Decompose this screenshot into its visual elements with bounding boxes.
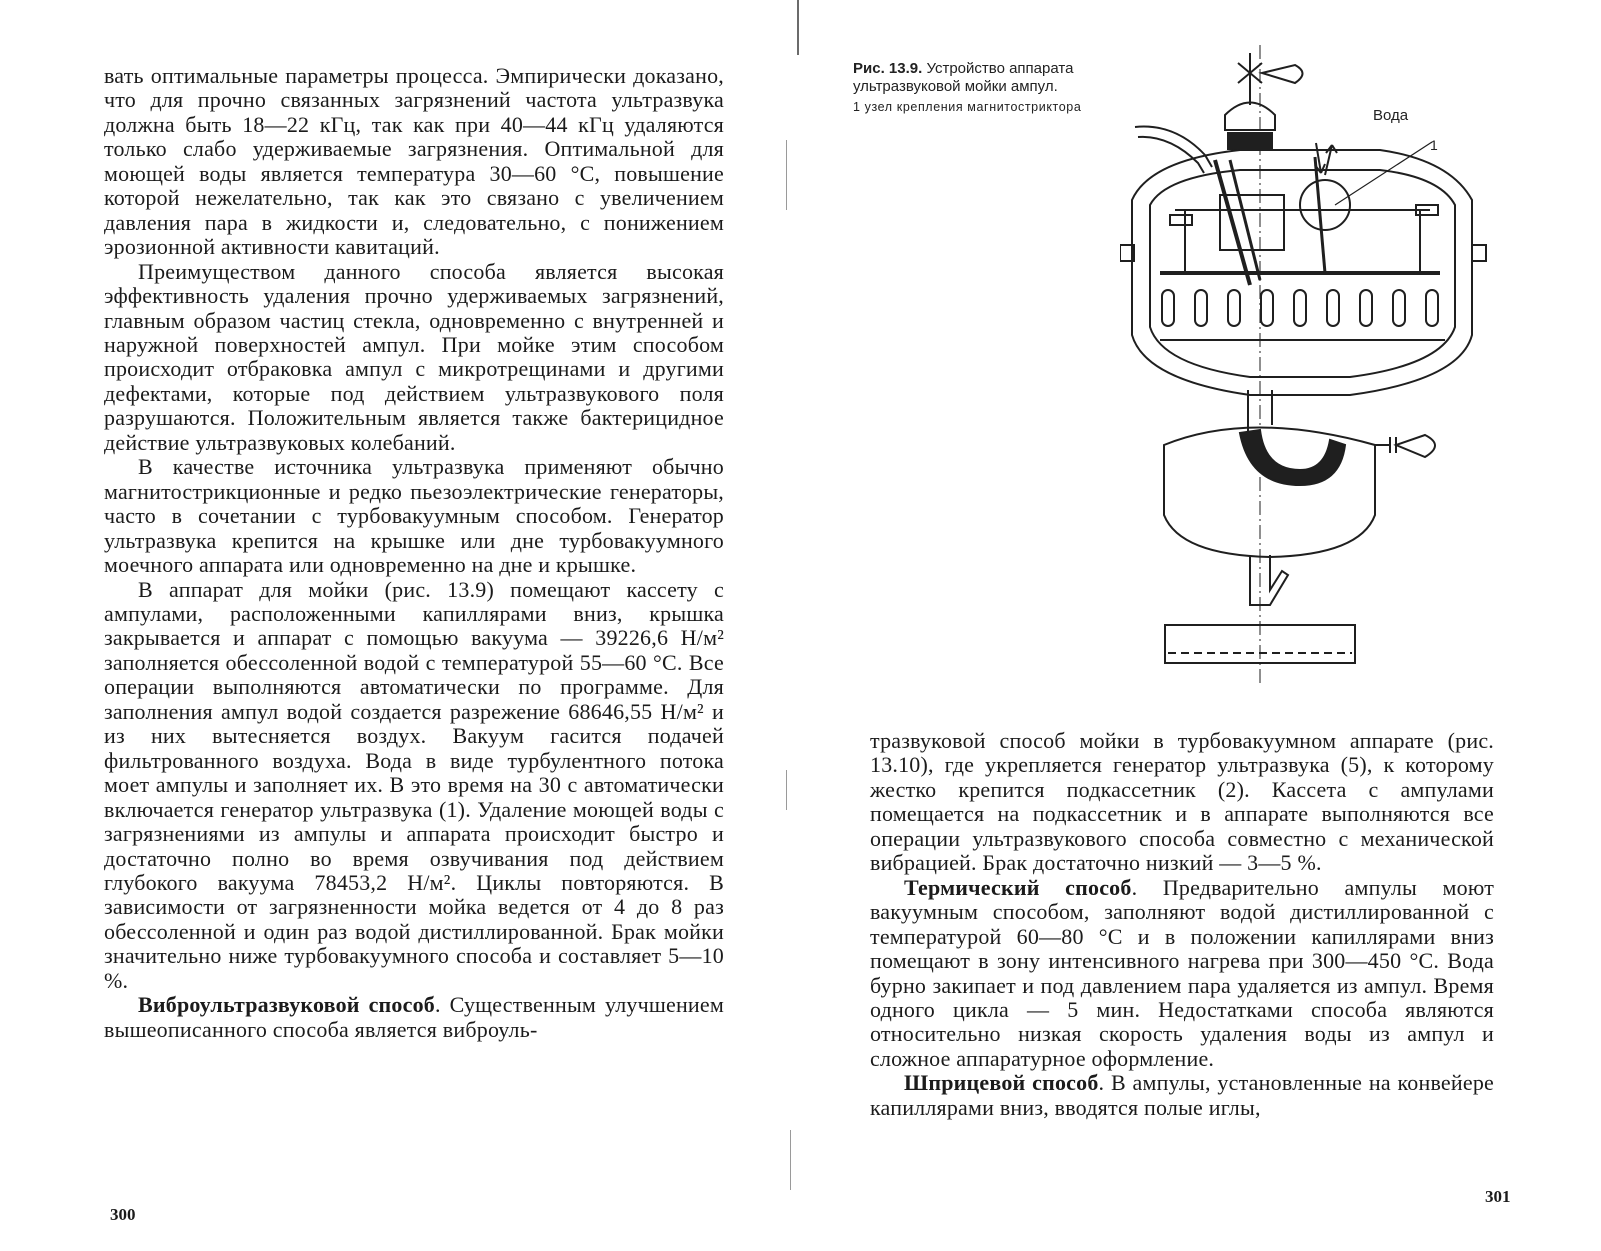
figure-legend: 1 узел крепления магнитострикторa <box>853 100 1082 114</box>
figure-caption <box>853 60 1093 115</box>
water-label: Вода <box>1373 107 1409 124</box>
valve-handle-bottom <box>1396 435 1435 457</box>
scan-mark <box>790 1130 791 1190</box>
paragraph-text: В аппарат для мойки (рис. 13.9) помещают кассету с ампулами, расположенными капиллярами вниз, крышка закрывается и аппарат с помощью вакуума — 39226,6 Н/м² заполняется обессоленной водой с температурой 55—60 °С. Все операции выполняются автоматически по программе. Для заполнения ампул водой создается разрежение 68646,55 Н/м² и из них вытесняется воздух. Вакуум гасится подачей фильтрованного воздуха. Вода в виде турбулентного потока моет ампулы и заполняет их. В это время на 30 с автоматически включается генератор ультразвука (1). Удаление моющей воды с загрязнениями из ампулы и аппарата происходит быстро и достаточно полно во время озвучивания под действием глубокого вакуума 78453,2 Н/м². Циклы повторяются. В зависимости от загрязненности мойка ведется от 4 до 8 раз обессоленной и один раз водой дистиллированной. Брак мойки значительно ниже турбовакуумного способа и составляет 5—10 %. <box>104 576 724 993</box>
gutter-line <box>797 0 799 55</box>
paragraph <box>104 64 724 260</box>
paragraph-text: В качестве источника ультразвука применяют обычно магнитострикционные и редко пьезоэлектрические генераторы, часто в сочетании с турбовакуумным способом. Генератор ультразвука крепится на крышке или дне турбовакуумного моечного аппарата или одновременно на дне и крышке. <box>104 454 724 578</box>
paragraph-text: . Существенным улучшением вышеописанного способа является виброуль- <box>104 992 724 1042</box>
generator-housing <box>1220 195 1284 250</box>
hose-left-2 <box>1138 137 1204 173</box>
section-heading-inline: Термический способ <box>904 874 1132 900</box>
paragraph <box>104 993 724 1042</box>
ampoule-row <box>1162 290 1438 326</box>
ultrasonic-washer-diagram <box>1120 45 1520 695</box>
section-heading-inline: Виброультразвуковой способ <box>138 992 435 1018</box>
paragraph-text: . Предварительно ампулы моют вакуумным способом, заполняют водой дистиллированной с температурой 60—80 °С и в положении капиллярами вниз помещают в зону интенсивного нагрева при 300—450 °С. Вода бурно закипает и под давлением пара удаляется из ампул. Время одного цикла — 5 мин. Недостатками способа являются относительно низкая скорость удаления воды из ампул и сложное аппаратурное оформление. <box>870 874 1495 1071</box>
paragraph <box>104 578 724 994</box>
paragraph <box>870 876 1494 1072</box>
magnetostrictor-block <box>1228 133 1272 149</box>
paragraph <box>870 729 1494 876</box>
left-page-body <box>104 64 724 1042</box>
right-page-body <box>870 729 1494 1120</box>
pipe-vertical <box>1315 157 1325 273</box>
paragraph <box>870 1071 1494 1120</box>
callout-number-1: 1 <box>1430 137 1438 153</box>
hose-left-1 <box>1135 127 1212 167</box>
lower-tank-insert <box>1240 430 1345 485</box>
paragraph-text: тразвуковой способ мойки в турбовакуумном аппарате (рис. 13.10), где укрепляется генератор ультразвука (5), к которому жестко крепится подкассетник (2). Кассета с ампулами помещается на подкассетник и в аппарате выполняются все операции ультразвукового способа совместно с механической вибрацией. Брак достаточно низкий — 3—5 %. <box>870 728 1494 876</box>
scan-mark <box>786 770 787 810</box>
valve-handle-top <box>1262 65 1303 83</box>
left-page-number: 300 <box>110 1205 136 1224</box>
paragraph-text: вать оптимальные параметры процесса. Эмпирически доказано, что для прочно связанных загрязнений частота ультразвука должна быть 18—22 кГц, так как при 40—44 кГц удаляются только слабо удерживаемые загрязнения. Оптимальной для моющей воды является температура 30—60 °С, повышение которой нежелательно, так как это связано с увеличением давления пара в жидкости и, следовательно, с понижением эрозионной активности кавитаций. <box>104 63 724 260</box>
flange-right <box>1472 245 1486 261</box>
paragraph <box>104 260 724 456</box>
paragraph-text: . В ампулы, установленные на конвейере капиллярами вниз, вводятся полые иглы, <box>870 1070 1495 1120</box>
clamp-left <box>1170 215 1192 225</box>
bottom-outlet <box>1250 555 1288 605</box>
paragraph-text: Преимуществом данного способа является высокая эффективность удаления прочно удерживаемых загрязнений, главным образом частиц стекла, одновременно с внутренней и наружной поверхностей ампул. При мойке этим способом происходит отбраковка ампул с микротрещинами и другими дефектами, которые под действием ультразвукового поля разрушаются. Положительным является также бактерицидное действие ультразвуковых колебаний. <box>104 258 724 455</box>
paragraph <box>104 455 724 577</box>
figure-caption-text: Устройство аппарата ультразвуковой мойки ампул. <box>853 60 1074 95</box>
right-page-number: 301 <box>1485 1187 1511 1206</box>
top-dome <box>1225 103 1275 131</box>
figure-caption-label: Рис. 13.9. <box>853 60 923 77</box>
scan-mark <box>786 140 787 210</box>
section-heading-inline: Шприцевой способ <box>904 1070 1099 1096</box>
mount-node-circle <box>1300 180 1350 230</box>
